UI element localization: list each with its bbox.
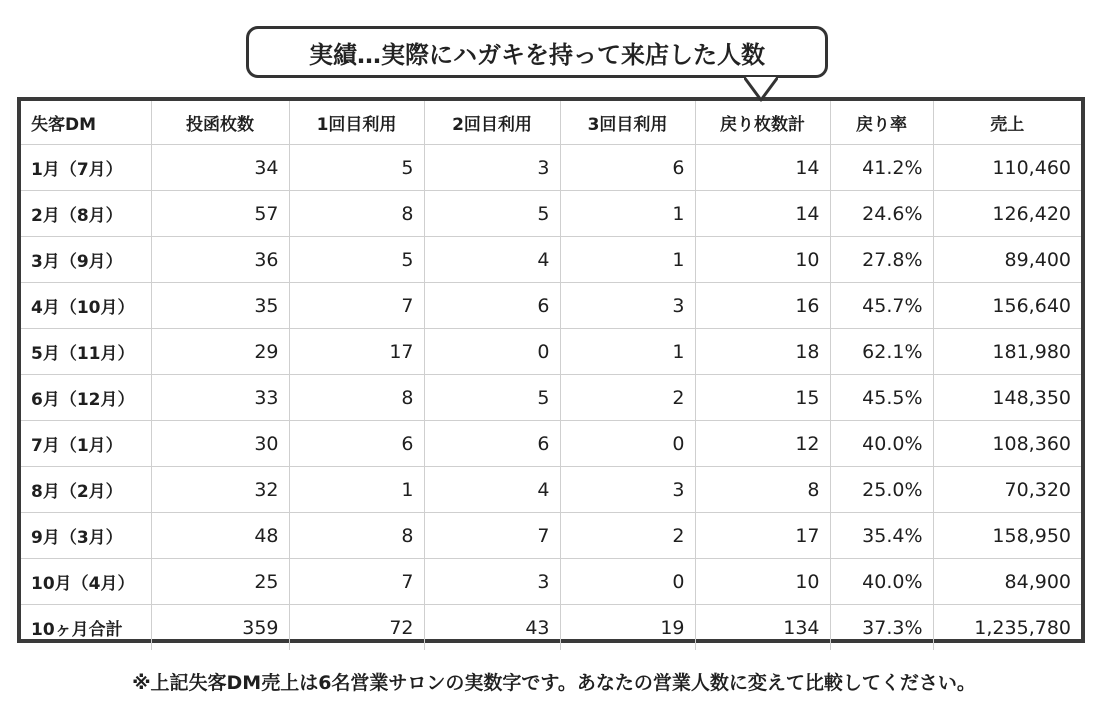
table-row — [21, 559, 1081, 605]
title-text: 実績…実際にハガキを持って来店した人数 — [309, 40, 765, 69]
cell-month: 10ヶ月合計 — [21, 605, 151, 651]
cell-use-3: 0 — [560, 559, 695, 605]
cell-use-2: 6 — [424, 421, 560, 467]
cell-use-2: 4 — [424, 467, 560, 513]
cell-returned-total: 17 — [695, 513, 830, 559]
table-row — [21, 375, 1081, 421]
cell-returned-total: 134 — [695, 605, 830, 651]
cell-sales: 148,350 — [933, 375, 1081, 421]
cell-sales: 108,360 — [933, 421, 1081, 467]
cell-use-3: 1 — [560, 329, 695, 375]
cell-returned-total: 8 — [695, 467, 830, 513]
cell-month: 9月（3月） — [21, 513, 151, 559]
cell-return-rate: 41.2% — [830, 145, 933, 191]
cell-use-2: 5 — [424, 191, 560, 237]
cell-returned-total: 10 — [695, 559, 830, 605]
cell-return-rate: 35.4% — [830, 513, 933, 559]
cell-returned-total: 15 — [695, 375, 830, 421]
cell-return-rate: 40.0% — [830, 421, 933, 467]
cell-use-2: 5 — [424, 375, 560, 421]
table-row — [21, 283, 1081, 329]
cell-use-1: 6 — [289, 421, 424, 467]
cell-month: 8月（2月） — [21, 467, 151, 513]
cell-returned-total: 12 — [695, 421, 830, 467]
cell-use-2: 6 — [424, 283, 560, 329]
cell-month: 6月（12月） — [21, 375, 151, 421]
cell-returned-total: 14 — [695, 191, 830, 237]
cell-month: 5月（11月） — [21, 329, 151, 375]
cell-month: 1月（7月） — [21, 145, 151, 191]
cell-use-2: 0 — [424, 329, 560, 375]
cell-sent: 25 — [151, 559, 289, 605]
cell-use-3: 6 — [560, 145, 695, 191]
cell-use-3: 3 — [560, 467, 695, 513]
cell-sent: 30 — [151, 421, 289, 467]
title-callout — [246, 26, 828, 78]
cell-returned-total: 18 — [695, 329, 830, 375]
cell-month: 7月（1月） — [21, 421, 151, 467]
table-row — [21, 191, 1081, 237]
table-row-total — [21, 605, 1081, 651]
cell-return-rate: 24.6% — [830, 191, 933, 237]
cell-use-3: 1 — [560, 191, 695, 237]
cell-sales: 110,460 — [933, 145, 1081, 191]
cell-use-1: 8 — [289, 375, 424, 421]
table-row — [21, 421, 1081, 467]
cell-use-1: 7 — [289, 559, 424, 605]
cell-sent: 35 — [151, 283, 289, 329]
table-body — [21, 145, 1081, 651]
cell-sent: 359 — [151, 605, 289, 651]
cell-use-2: 7 — [424, 513, 560, 559]
cell-return-rate: 45.7% — [830, 283, 933, 329]
table-row — [21, 145, 1081, 191]
cell-returned-total: 10 — [695, 237, 830, 283]
cell-sales: 1,235,780 — [974, 616, 1071, 639]
cell-use-3: 19 — [560, 605, 695, 651]
cell-returned-total: 16 — [695, 283, 830, 329]
cell-use-1: 5 — [289, 145, 424, 191]
table-row — [21, 237, 1081, 283]
cell-use-2: 4 — [424, 237, 560, 283]
cell-month: 2月（8月） — [21, 191, 151, 237]
header-cell-dm: 失客DM — [21, 101, 151, 145]
cell-return-rate: 27.8% — [830, 237, 933, 283]
cell-use-1: 8 — [289, 191, 424, 237]
cell-return-rate: 62.1% — [830, 329, 933, 375]
cell-month: 4月（10月） — [21, 283, 151, 329]
cell-sales: 126,420 — [933, 191, 1081, 237]
cell-use-3: 0 — [560, 421, 695, 467]
cell-return-rate: 25.0% — [830, 467, 933, 513]
cell-return-rate: 37.3% — [830, 605, 933, 651]
header-cell-return-rate: 戻り率 — [830, 101, 933, 145]
cell-sent: 33 — [151, 375, 289, 421]
header-cell-use-3: 3回目利用 — [560, 101, 695, 145]
cell-sales: 89,400 — [933, 237, 1081, 283]
cell-return-rate: 45.5% — [830, 375, 933, 421]
cell-use-3: 2 — [560, 375, 695, 421]
cell-use-1: 1 — [289, 467, 424, 513]
cell-sent: 48 — [151, 513, 289, 559]
cell-use-1: 5 — [289, 237, 424, 283]
cell-sent: 36 — [151, 237, 289, 283]
cell-sent: 34 — [151, 145, 289, 191]
cell-return-rate: 40.0% — [830, 559, 933, 605]
table-row — [21, 467, 1081, 513]
cell-sales: 70,320 — [933, 467, 1081, 513]
results-table-frame — [17, 97, 1085, 643]
cell-sent: 32 — [151, 467, 289, 513]
cell-use-3: 3 — [560, 283, 695, 329]
footnote: ※上記失客DM売上は6名営業サロンの実数字です。あなたの営業人数に変えて比較してください。 — [132, 672, 976, 694]
callout-pointer — [744, 74, 778, 102]
cell-use-1: 72 — [289, 605, 424, 651]
cell-use-1: 17 — [289, 329, 424, 375]
header-cell-returned-total: 戻り枚数計 — [695, 101, 830, 145]
cell-returned-total: 14 — [695, 145, 830, 191]
cell-sent: 29 — [151, 329, 289, 375]
cell-use-3: 2 — [560, 513, 695, 559]
results-table — [21, 101, 1081, 650]
cell-use-2: 3 — [424, 559, 560, 605]
cell-month: 3月（9月） — [21, 237, 151, 283]
cell-use-1: 8 — [289, 513, 424, 559]
header-row — [21, 101, 1081, 145]
cell-month: 10月（4月） — [21, 559, 151, 605]
table-row — [21, 513, 1081, 559]
header-cell-sent: 投函枚数 — [151, 101, 289, 145]
table-row — [21, 329, 1081, 375]
cell-sales: 156,640 — [933, 283, 1081, 329]
cell-use-1: 7 — [289, 283, 424, 329]
cell-use-3: 1 — [560, 237, 695, 283]
cell-sent: 57 — [151, 191, 289, 237]
cell-use-2: 3 — [424, 145, 560, 191]
cell-sales: 181,980 — [933, 329, 1081, 375]
cell-use-2: 43 — [424, 605, 560, 651]
header-cell-use-2: 2回目利用 — [424, 101, 560, 145]
cell-sales: 84,900 — [933, 559, 1081, 605]
cell-sales: 158,950 — [933, 513, 1081, 559]
header-cell-sales: 売上 — [933, 101, 1081, 145]
header-cell-use-1: 1回目利用 — [289, 101, 424, 145]
